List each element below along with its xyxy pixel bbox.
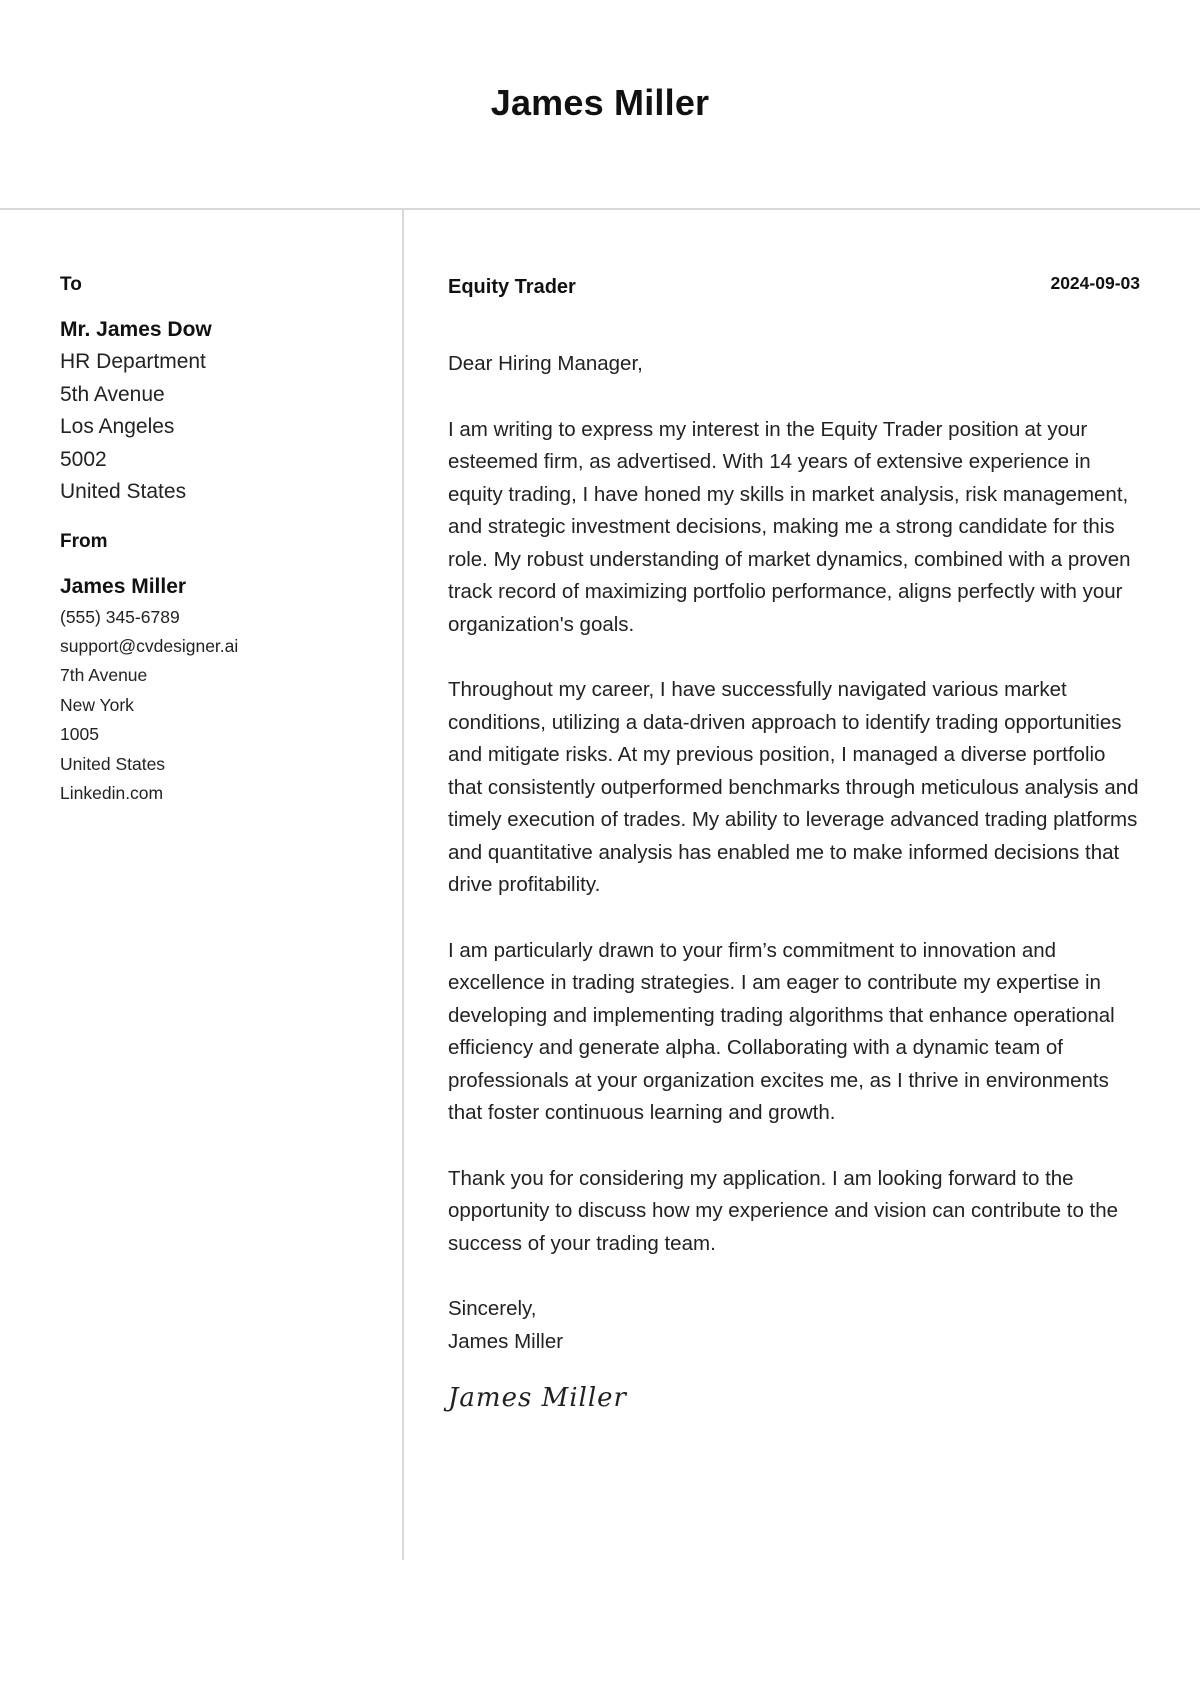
sender-phone: (555) 345-6789	[60, 606, 180, 627]
closing-block	[448, 1293, 1140, 1358]
sender-label: From	[60, 530, 108, 552]
applicant-name: James Miller	[490, 82, 710, 123]
closing-name: James Miller	[448, 1329, 564, 1353]
recipient-street: 5th Avenue	[60, 382, 165, 406]
sender-country: United States	[60, 753, 166, 774]
column-divider	[402, 210, 404, 1560]
letter-date: 2024-09-03	[1050, 273, 1140, 293]
recipient-department: HR Department	[60, 350, 206, 373]
sender-name: James Miller	[60, 574, 187, 598]
sender-email: support@cvdesigner.ai	[60, 635, 239, 656]
sender-block	[60, 527, 380, 809]
recipient-zip: 5002	[60, 447, 107, 471]
paragraph-1: I am writing to express my interest in the Equity Trader position at your esteemed firm, as advertised. With 14 years of extensive experience in equity trading, I have honed my skills in market analysis, risk management, and strategic investment decisions, making me a strong candidate for this role. My robust understanding of market dynamics, combined with a proven track record of maximizing portfolio performance, aligns perfectly with your organization's goals.	[448, 417, 1131, 636]
sender-zip: 1005	[60, 724, 99, 745]
sender-website: Linkedin.com	[60, 782, 164, 803]
sender-city: New York	[60, 694, 134, 715]
recipient-name: Mr. James Dow	[60, 318, 212, 341]
paragraph-3: I am particularly drawn to your firm’s commitment to innovation and excellence in trading strategies. I am eager to contribute my expertise in developing and implementing trading algorithms that enhance operational efficiency and generate alpha. Collaborating with a dynamic team of professionals at your organization excites me, as I thrive in environments that foster continuous learning and growth.	[448, 938, 1115, 1124]
closing-salutation: Sincerely,	[448, 1297, 537, 1320]
greeting: Dear Hiring Manager,	[448, 352, 643, 375]
paragraph-2: Throughout my career, I have successfully navigated various market conditions, utilizing a data-driven approach to identify trading opportunities and mitigate risks. At my previous position, I managed a diverse portfolio that consistently outperformed benchmarks through meticulous analysis and timely execution of trades. My ability to leverage advanced trading platforms and quantitative analysis has enabled me to make informed decisions that drive profitability.	[448, 678, 1139, 896]
page-header	[0, 0, 1200, 210]
recipient-country: United States	[60, 480, 187, 503]
handwritten-signature: James Miller	[448, 1383, 627, 1413]
sender-street: 7th Avenue	[60, 665, 148, 686]
recipient-city: Los Angeles	[60, 415, 175, 438]
sidebar	[60, 270, 380, 808]
paragraph-4: Thank you for considering my application. I am looking forward to the opportunity to discuss how my experience and vision can contribute to the success of your trading team.	[448, 1166, 1119, 1255]
letter-body	[448, 270, 1140, 1418]
letter-head	[448, 270, 1140, 302]
recipient-label: To	[60, 274, 82, 295]
recipient-block	[60, 270, 380, 509]
job-title: Equity Trader	[448, 276, 576, 298]
